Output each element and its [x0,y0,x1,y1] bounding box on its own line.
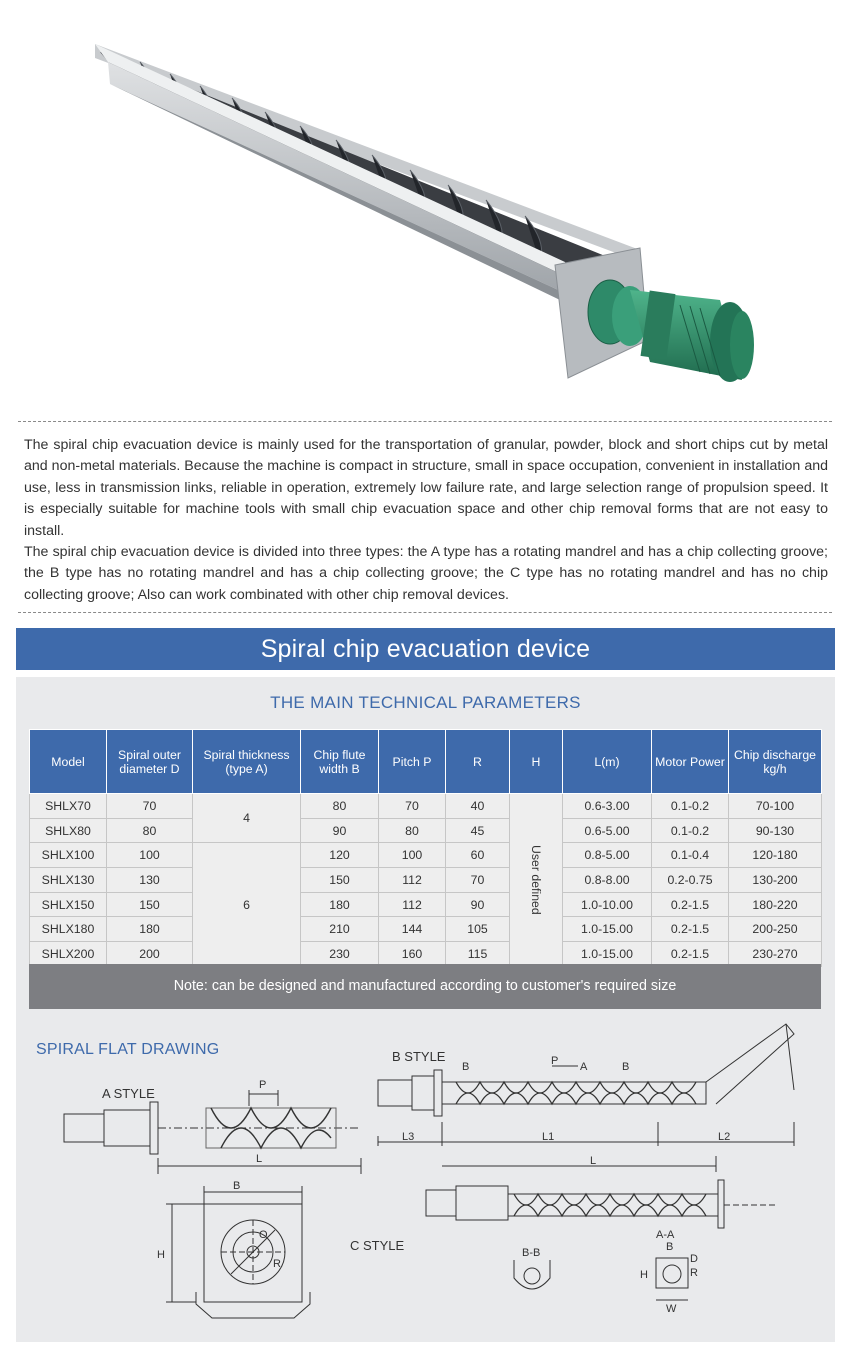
cell-h-user-defined: User defined [510,794,563,967]
l1-label: L1 [542,1131,555,1143]
end-r-label: R [273,1258,281,1270]
c-style-drawing [426,1180,776,1228]
drawing-title: SPIRAL FLAT DRAWING [36,1041,220,1058]
cell-power: 0.2-1.5 [652,892,729,917]
a-style-drawing [64,1090,361,1174]
divider-top [18,421,832,422]
divider-bottom [18,612,832,613]
end-height-label: H [157,1249,165,1261]
cell-l: 0.8-5.00 [563,843,652,868]
cell-r: 60 [446,843,510,868]
cell-l: 0.8-8.00 [563,868,652,893]
params-title: THE MAIN TECHNICAL PARAMETERS [270,693,581,712]
cell-d: 200 [107,942,193,967]
aa-w-label: W [666,1303,677,1315]
b-style-label: B STYLE [392,1049,446,1064]
cell-power: 0.2-1.5 [652,917,729,942]
cell-p: 112 [379,892,446,917]
table-note: Note: can be designed and manufactured according to customer's required size [29,964,821,1009]
cell-b: 230 [301,942,379,967]
cell-b: 180 [301,892,379,917]
b-section-b-label: B [622,1061,630,1073]
intro-text [24,435,828,606]
cell-model: SHLX130 [30,868,107,893]
parameters-table [29,729,822,967]
a-style-label: A STYLE [102,1086,155,1101]
cell-model: SHLX80 [30,818,107,843]
col-pitch: Pitch P [379,730,446,794]
intro-paragraph-1: The spiral chip evacuation device is mainly used for the transportation of granular, powder, block and short chips cut by metal and non-metal materials. Because the machine is compact in structure, small in space occupation, convenient in installation and use, less in transmission links, reliable in operation, extremely low failure rate, and large selection range of propulsion speed. It is especially suitable for machine tools with small chip evacuation space and other chip removal forms that are not easy to install. [24,437,828,539]
a-pitch-label: P [259,1079,267,1091]
col-discharge: Chip discharge kg/h [729,730,822,794]
cell-r: 105 [446,917,510,942]
cell-model: SHLX100 [30,843,107,868]
table-row [30,818,822,843]
aa-h-label: H [640,1269,648,1281]
cell-power: 0.1-0.2 [652,794,729,819]
table-row [30,917,822,942]
cell-b: 90 [301,818,379,843]
aa-b-label: B [666,1241,674,1253]
cell-power: 0.2-1.5 [652,942,729,967]
cell-d: 130 [107,868,193,893]
aa-section-label: A-A [656,1229,675,1241]
cell-model: SHLX150 [30,892,107,917]
aa-r-label: R [690,1267,698,1279]
aa-d-label: D [690,1253,698,1265]
cell-l: 1.0-15.00 [563,917,652,942]
cell-l: 1.0-15.00 [563,942,652,967]
cell-p: 112 [379,868,446,893]
cell-d: 100 [107,843,193,868]
cell-r: 90 [446,892,510,917]
table-row [30,868,822,893]
col-thickness: Spiral thickness (type A) [193,730,301,794]
l2-label: L2 [718,1131,731,1143]
cell-d: 70 [107,794,193,819]
cell-b: 150 [301,868,379,893]
b-style-drawing [378,1024,794,1172]
cell-d: 180 [107,917,193,942]
b-section-b-left-label: B [462,1061,470,1073]
cell-kg: 230-270 [729,942,822,967]
cell-r: 40 [446,794,510,819]
col-flute-width: Chip flute width B [301,730,379,794]
cell-b: 210 [301,917,379,942]
section-views [514,1258,688,1300]
cell-power: 0.1-0.2 [652,818,729,843]
cell-model: SHLX180 [30,917,107,942]
end-o-label: O [259,1229,268,1241]
col-diameter: Spiral outer diameter D [107,730,193,794]
table-row [30,892,822,917]
col-length: L(m) [563,730,652,794]
table-row [30,794,822,819]
spec-panel [16,677,835,1342]
cell-p: 70 [379,794,446,819]
col-model: Model [30,730,107,794]
intro-paragraph-2: The spiral chip evacuation device is divided into three types: the A type has a rotating mandrel and has a chip collecting groove; the B type has no rotating mandrel and has a chip collecting groove; the C type has no rotating mandrel and has no chip collecting groove; Also can work combinated with other chip removal devices. [24,544,828,603]
product-image [0,0,850,412]
cell-power: 0.1-0.4 [652,843,729,868]
cell-b: 80 [301,794,379,819]
c-style-label: C STYLE [350,1238,405,1253]
cell-r: 70 [446,868,510,893]
cell-model: SHLX200 [30,942,107,967]
cell-p: 160 [379,942,446,967]
table-header-row [30,730,822,794]
a-length-label: L [256,1153,263,1165]
col-motor-power: Motor Power [652,730,729,794]
l3-label: L3 [402,1131,415,1143]
col-r: R [446,730,510,794]
b-section-a-label: A [580,1061,588,1073]
cell-model: SHLX70 [30,794,107,819]
cell-kg: 130-200 [729,868,822,893]
cell-kg: 90-130 [729,818,822,843]
section-banner: Spiral chip evacuation device [16,628,835,670]
cell-kg: 200-250 [729,917,822,942]
cell-kg: 70-100 [729,794,822,819]
cell-l: 0.6-5.00 [563,818,652,843]
cell-r: 115 [446,942,510,967]
cell-thickness-group: 4 [193,794,301,843]
cell-l: 1.0-10.00 [563,892,652,917]
col-h: H [510,730,563,794]
cell-r: 45 [446,818,510,843]
a-style-end-view [166,1186,310,1318]
table-row [30,942,822,967]
bb-section-label: B-B [522,1247,541,1259]
cell-d: 80 [107,818,193,843]
cell-power: 0.2-0.75 [652,868,729,893]
cell-l: 0.6-3.00 [563,794,652,819]
cell-thickness-group: 6 [193,843,301,966]
end-width-label: B [233,1180,241,1192]
b-pitch-label: P [551,1055,559,1067]
cell-d: 150 [107,892,193,917]
cell-p: 144 [379,917,446,942]
cell-p: 100 [379,843,446,868]
cell-b: 120 [301,843,379,868]
cell-p: 80 [379,818,446,843]
cell-kg: 180-220 [729,892,822,917]
b-length-label: L [590,1155,597,1167]
table-row [30,843,822,868]
cell-kg: 120-180 [729,843,822,868]
